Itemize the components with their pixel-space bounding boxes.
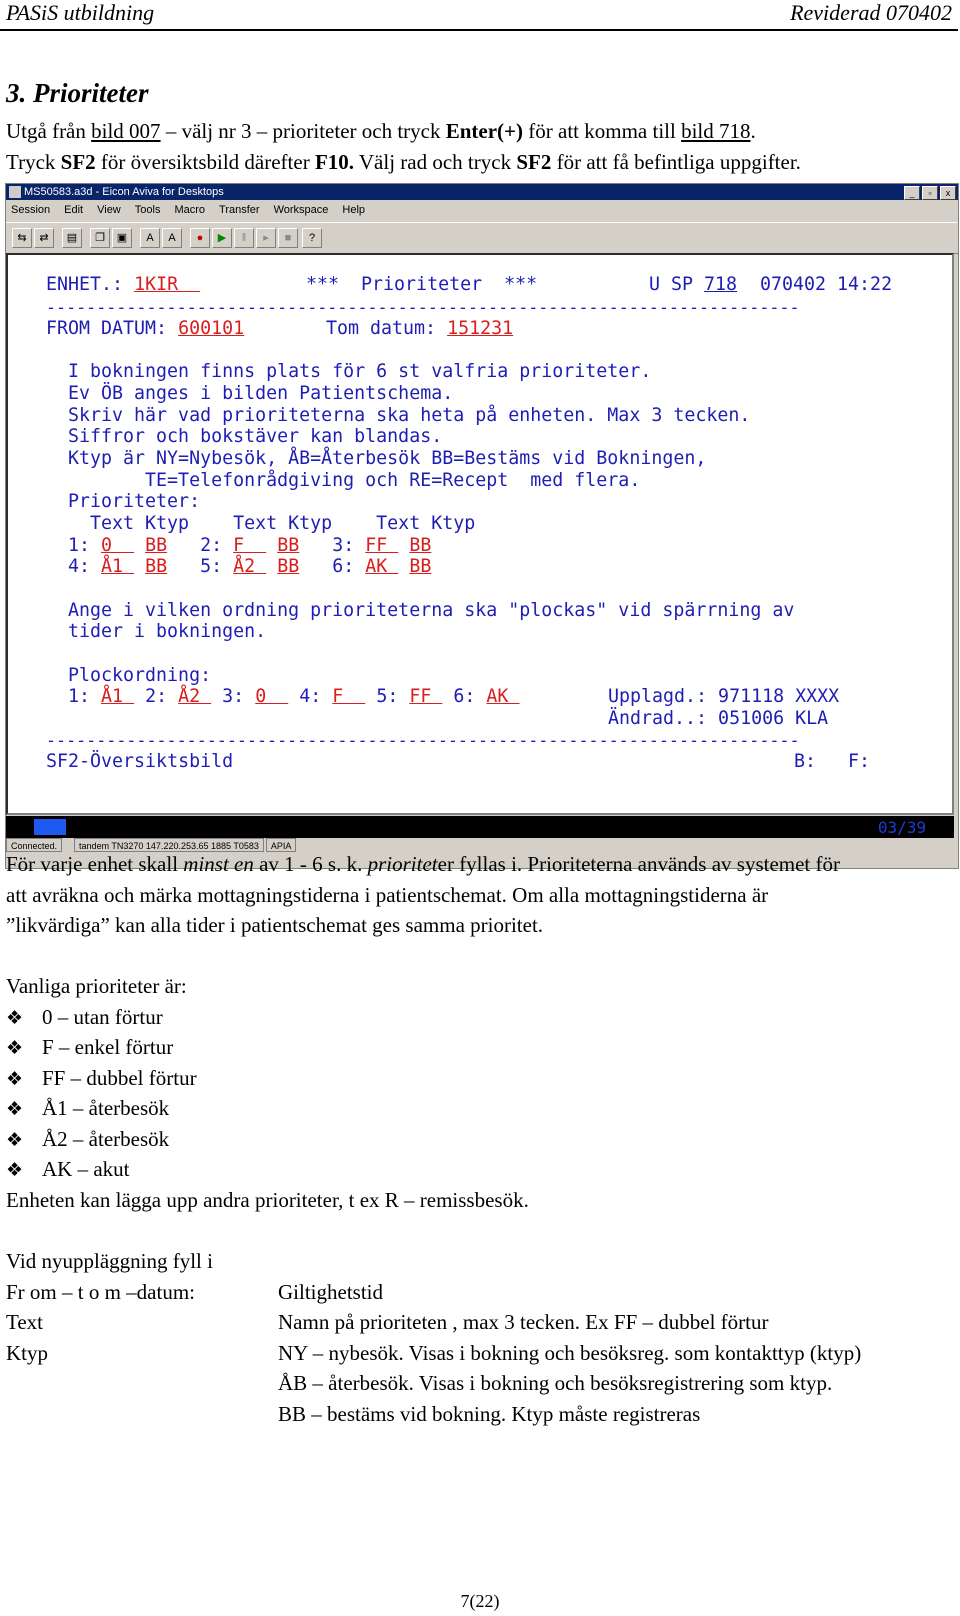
menu-tools[interactable]: Tools xyxy=(134,204,161,216)
list-item: ❖ 0 – utan förtur xyxy=(6,1002,163,1034)
para1-line-2: att avräkna och märka mottagningstiderna i patientschemat. Om alla mottagningstiderna är xyxy=(6,883,769,907)
window-titlebar xyxy=(6,184,958,200)
menu-workspace[interactable]: Workspace xyxy=(273,204,329,216)
info-line: TE=Telefonrådgiving och RE=Recept med flera. xyxy=(68,470,641,491)
prio-ktyp-field[interactable]: BB xyxy=(145,535,168,556)
para1-line-3: ”likvärdiga” kan alla tider i patientschemat ges samma prioritet. xyxy=(6,913,544,937)
prio-text-field[interactable]: FF xyxy=(365,535,399,556)
order-text-1: Ange i vilken ordning prioriteterna ska "plockas" vid spärrning av xyxy=(68,600,795,621)
prio-ktyp-field[interactable]: BB xyxy=(145,556,168,577)
upplagd: Upplagd.: 971118 XXXX xyxy=(608,686,840,707)
plock-field[interactable]: 0 xyxy=(255,686,289,707)
menu-session[interactable]: Session xyxy=(11,204,51,216)
from-date-field[interactable]: 600101 xyxy=(178,318,245,339)
prio-ktyp-field[interactable]: BB xyxy=(277,556,300,577)
common-prio-label: Vanliga prioriteter är: xyxy=(6,974,187,998)
status-connection: Connected. xyxy=(6,838,62,852)
prio-label: Prioriteter: xyxy=(68,491,201,512)
screen-divider: --------------------------------------------------------------------------- xyxy=(46,297,800,317)
def-key: Ktyp xyxy=(6,1341,48,1365)
page-number: 7(22) xyxy=(460,1591,500,1611)
info-line: Siffror och bokstäver kan blandas. xyxy=(68,426,443,447)
prio-row-2: 4: Å1 BB 5: Å2 BB 6: AK BB xyxy=(68,556,432,577)
stop-icon[interactable]: ■ xyxy=(278,228,298,248)
prio-ktyp-field[interactable]: BB xyxy=(277,535,300,556)
intro-line-2: Tryck SF2 för översiktsbild därefter F10. Välj rad och tryck SF2 för att få befintliga uppgifter. xyxy=(6,150,801,174)
list-item: ❖ FF – dubbel förtur xyxy=(6,1063,197,1095)
list-item: ❖ AK – akut xyxy=(6,1154,130,1186)
emulator-window xyxy=(5,183,959,869)
menu-bar xyxy=(6,201,958,220)
bild-007-link[interactable]: bild 007 xyxy=(91,119,161,143)
sf2-overview: SF2-Översiktsbild xyxy=(46,751,234,772)
menu-edit[interactable]: Edit xyxy=(64,204,84,216)
maximize-button[interactable]: ▫ xyxy=(922,186,938,200)
page-header xyxy=(0,0,958,31)
def-key: Text xyxy=(6,1310,44,1334)
help-icon[interactable]: ? xyxy=(302,228,322,248)
screen-title: *** Prioriteter *** xyxy=(306,274,538,295)
info-line: Skriv här vad prioriteterna ska heta på enheten. Max 3 tecken. xyxy=(68,405,751,426)
prio-col-headers: Text Ktyp Text Ktyp Text Ktyp xyxy=(68,513,476,534)
diamond-bullet-icon: ❖ xyxy=(6,1098,24,1120)
f-field-label: F: xyxy=(848,751,871,772)
status-host: tandem TN3270 147.220.253.65 1885 T0583 xyxy=(74,838,264,852)
b-field-label: B: xyxy=(794,751,817,772)
screen-row-header: ENHET.: 1KIR xyxy=(46,274,201,295)
section-heading: 3. Prioriteter xyxy=(6,78,149,108)
step-icon[interactable]: ▸ xyxy=(256,228,276,248)
paste-icon[interactable]: ▣ xyxy=(112,228,132,248)
minimize-button[interactable]: _ xyxy=(904,186,920,200)
plock-field[interactable]: Å1 xyxy=(101,686,135,707)
intro-line-1: Utgå från bild 007 – välj nr 3 – prioriteter och tryck Enter(+) för att komma till bild 718. xyxy=(6,119,756,143)
diamond-bullet-icon: ❖ xyxy=(6,1037,24,1059)
prio-text-field[interactable]: Å2 xyxy=(233,556,267,577)
plock-field[interactable]: FF xyxy=(409,686,443,707)
menu-transfer[interactable]: Transfer xyxy=(219,204,260,216)
info-line: Ktyp är NY=Nybesök, ÅB=Återbesök BB=Bestäms vid Bokningen, xyxy=(68,448,707,469)
plock-field[interactable]: AK xyxy=(486,686,520,707)
font-small-icon[interactable]: A xyxy=(140,228,160,248)
para1-line-1: För varje enhet skall minst en av 1 - 6 s. k. prioriteter fyllas i. Prioriteterna används av systemet för xyxy=(6,852,840,876)
new-entry-label: Vid nyuppläggning fyll i xyxy=(6,1249,213,1273)
andrad: Ändrad..: 051006 KLA xyxy=(608,708,829,729)
header-right: Reviderad 070402 xyxy=(790,0,952,25)
info-line: I bokningen finns plats för 6 st valfria prioriteter. xyxy=(68,361,652,382)
terminal-screen[interactable] xyxy=(6,253,954,815)
diamond-bullet-icon: ❖ xyxy=(6,1068,24,1090)
diamond-bullet-icon: ❖ xyxy=(6,1159,24,1181)
prio-text-field[interactable]: 0 xyxy=(101,535,135,556)
def-value: Giltighetstid xyxy=(278,1280,383,1304)
operator-info-area xyxy=(6,816,954,838)
plock-row: 1: Å1 2: Å2 3: 0 4: F 5: FF 6: AK xyxy=(68,686,520,707)
screen-bild-ref: U SP 718 xyxy=(649,274,738,295)
plock-field[interactable]: F xyxy=(332,686,366,707)
menu-view[interactable]: View xyxy=(97,204,121,216)
keyboard-indicator xyxy=(34,819,66,835)
screen-divider: --------------------------------------------------------------------------- xyxy=(46,730,800,750)
enhet-field[interactable]: 1KIR xyxy=(134,274,201,295)
def-value: ÅB – återbesök. Visas i bokning och besöksregistrering som ktyp. xyxy=(278,1371,833,1395)
prio-ktyp-field[interactable]: BB xyxy=(409,556,432,577)
tom-date-field[interactable]: 151231 xyxy=(447,318,514,339)
menu-macro[interactable]: Macro xyxy=(174,204,206,216)
connect-icon[interactable]: ⇆ xyxy=(12,228,32,248)
diamond-bullet-icon: ❖ xyxy=(6,1007,24,1029)
def-value: BB – bestäms vid bokning. Ktyp måste registreras xyxy=(278,1402,701,1426)
window-title: MS50583.a3d - Eicon Aviva for Desktops xyxy=(24,186,224,198)
plock-label: Plockordning: xyxy=(68,665,212,686)
pause-icon[interactable]: ‖ xyxy=(234,228,254,248)
list-item: ❖ Å1 – återbesök xyxy=(6,1093,169,1125)
status-api: APIA xyxy=(266,838,297,852)
print-icon[interactable]: ▤ xyxy=(62,228,82,248)
list-item: ❖ Å2 – återbesök xyxy=(6,1124,169,1156)
bild-718-link[interactable]: bild 718 xyxy=(681,119,751,143)
close-button[interactable]: x xyxy=(940,186,956,200)
font-large-icon[interactable]: A xyxy=(162,228,182,248)
diamond-bullet-icon: ❖ xyxy=(6,1129,24,1151)
def-value: NY – nybesök. Visas i bokning och besöksreg. som kontakttyp (ktyp) xyxy=(278,1341,862,1365)
app-icon xyxy=(9,186,21,198)
def-key: Fr om – t o m –datum: xyxy=(6,1280,195,1304)
order-text-2: tider i bokningen. xyxy=(68,621,267,642)
info-line: Ev ÖB anges i bilden Patientschema. xyxy=(68,383,454,404)
toolbar xyxy=(6,222,958,254)
plock-field[interactable]: Å2 xyxy=(178,686,212,707)
def-value: Namn på prioriteten , max 3 tecken. Ex FF – dubbel förtur xyxy=(278,1310,769,1334)
prio-text-field[interactable]: F xyxy=(233,535,267,556)
screen-datetime: 070402 14:22 xyxy=(760,274,893,295)
menu-help[interactable]: Help xyxy=(342,204,366,216)
prio-text-field[interactable]: AK xyxy=(365,556,399,577)
prio-ktyp-field[interactable]: BB xyxy=(409,535,432,556)
disconnect-icon[interactable]: ⇄ xyxy=(34,228,54,248)
record-icon[interactable]: ● xyxy=(190,228,210,248)
extra-prio-text: Enheten kan lägga upp andra prioriteter, t ex R – remissbesök. xyxy=(6,1188,529,1212)
from-date-row: FROM DATUM: 600101 xyxy=(46,318,245,339)
play-icon[interactable]: ▶ xyxy=(212,228,232,248)
tom-date-row: Tom datum: 151231 xyxy=(326,318,514,339)
list-item: ❖ F – enkel förtur xyxy=(6,1032,173,1064)
prio-row-1: 1: 0 BB 2: F BB 3: FF BB xyxy=(68,535,432,556)
cursor-position: 03/39 xyxy=(877,818,926,837)
header-left: PASiS utbildning xyxy=(6,0,155,25)
copy-icon[interactable]: ❐ xyxy=(90,228,110,248)
prio-text-field[interactable]: Å1 xyxy=(101,556,135,577)
